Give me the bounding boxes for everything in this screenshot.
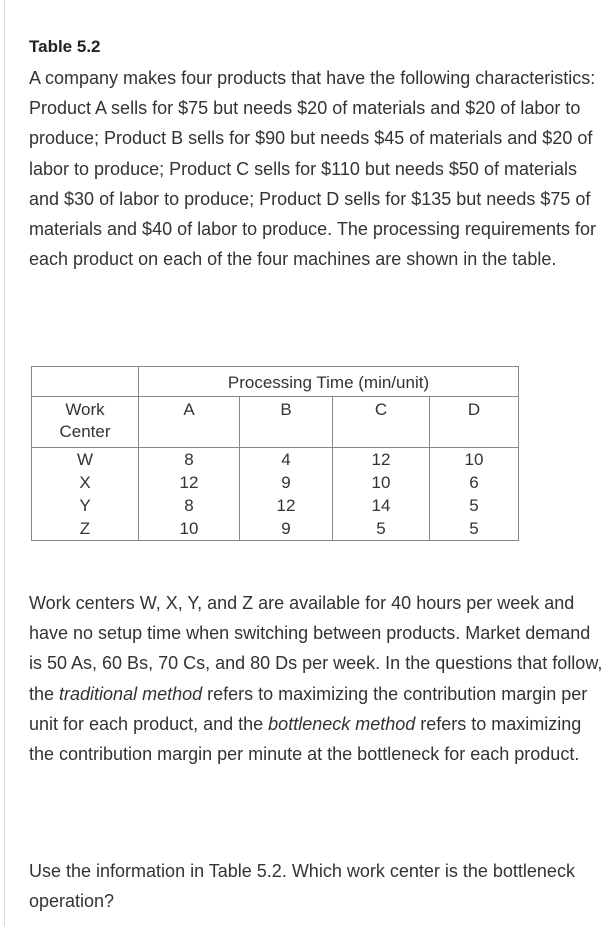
table-column-header-row	[32, 397, 519, 448]
row-label: X	[32, 471, 139, 494]
table-cell: 8	[139, 494, 240, 517]
table-row	[32, 448, 519, 472]
table-group-header-row	[32, 367, 519, 397]
processing-time-table-wrapper	[31, 366, 519, 541]
bottleneck-method-term: bottleneck method	[268, 713, 416, 734]
table-cell: 10	[333, 471, 430, 494]
column-header-b: B	[240, 397, 333, 448]
table-cell: 6	[430, 471, 519, 494]
table-cell: 10	[430, 448, 519, 472]
table-cell: 5	[333, 517, 430, 541]
table-cell: 5	[430, 517, 519, 541]
table-cell: 5	[430, 494, 519, 517]
table-title: Table 5.2	[29, 37, 101, 56]
table-cell: 4	[240, 448, 333, 472]
row-header: Work Center	[32, 397, 139, 448]
column-header-d: D	[430, 397, 519, 448]
context-paragraph	[29, 588, 607, 769]
intro-paragraph: A company makes four products that have the following characteristics: Product A sells for $75 but needs $20 of materials and $20 of labor to produce; Product B sells for $90 but needs $45 of materials and $20 of labor to produce; Product C sells for $110 but needs $50 of materials and $30 of labor to produce; Product D sells for $135 but needs $75 of materials and $40 of labor to produce. The processing requirements for each product on each of the four machines are shown in the table.	[29, 68, 596, 270]
traditional-method-term: traditional method	[59, 683, 203, 704]
table-cell: 10	[139, 517, 240, 541]
table-row	[32, 517, 519, 541]
group-header: Processing Time (min/unit)	[139, 367, 519, 397]
row-label: W	[32, 448, 139, 472]
row-label: Y	[32, 494, 139, 517]
context-text-2: refers to maximizing the contribution margin per unit for each product, and the	[29, 683, 588, 734]
table-cell: 12	[333, 448, 430, 472]
table-cell: 12	[139, 471, 240, 494]
table-cell: 8	[139, 448, 240, 472]
processing-time-table	[31, 366, 519, 541]
table-cell: 9	[240, 517, 333, 541]
table-cell: 9	[240, 471, 333, 494]
context-text-1: Work centers W, X, Y, and Z are available for 40 hours per week and have no setup time when switching between products. Market demand is 50 As, 60 Bs, 70 Cs, and 80 Ds per week. In the questions that follow, the	[29, 593, 603, 704]
empty-header-cell	[32, 367, 139, 397]
table-row	[32, 494, 519, 517]
left-border	[4, 0, 5, 926]
context-text-3: refers to maximizing the contribution margin per minute at the bottleneck for each product.	[29, 713, 582, 765]
table-cell: 12	[240, 494, 333, 517]
column-header-a: A	[139, 397, 240, 448]
row-label: Z	[32, 517, 139, 541]
question-text: Use the information in Table 5.2. Which work center is the bottleneck operation?	[29, 861, 575, 912]
table-row	[32, 471, 519, 494]
table-cell: 14	[333, 494, 430, 517]
column-header-c: C	[333, 397, 430, 448]
